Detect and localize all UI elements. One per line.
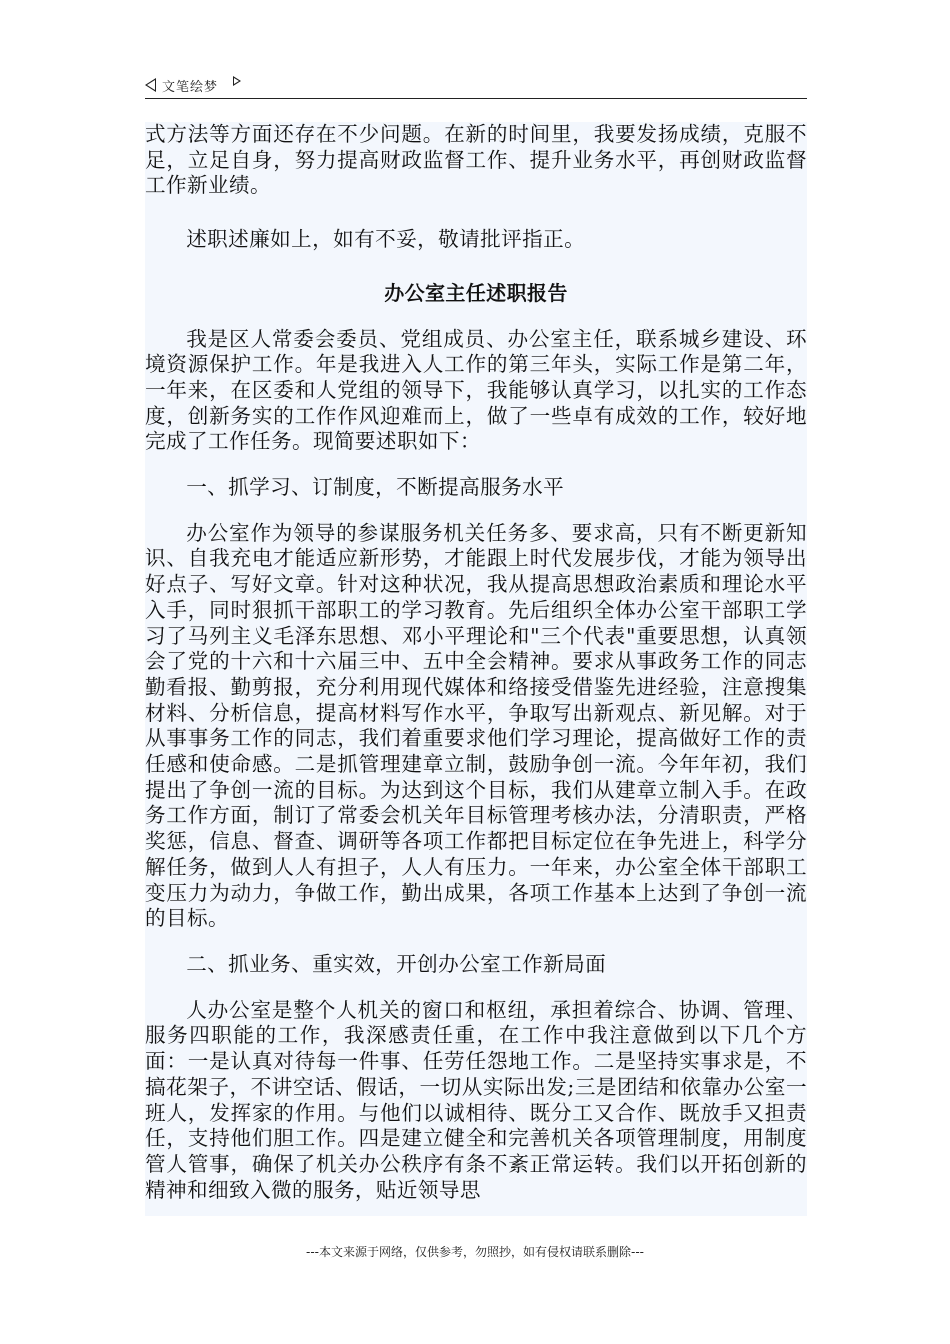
paragraph-continuation: 式方法等方面还存在不少问题。在新的时间里，我要发扬成绩，克服不足，立足自身，努力提高财政监督工作、提升业务水平，再创财政监督工作新业绩。 (145, 122, 807, 198)
brand-name: 文笔绘梦 (162, 80, 219, 95)
paragraph-intro: 我是区人常委会委员、党组成员、办公室主任，联系城乡建设、环境资源保护工作。年是我进入人工作的第三年头，实际工作是第二年，一年来，在区委和人党组的领导下，我能够认真学习，以扎实的工作态度，创新务实的工作作风迎难而上，做了一些卓有成效的工作，较好地完成了工作任务。现简要述职如下： (145, 326, 807, 454)
paragraph-section-1: 办公室作为领导的参谋服务机关任务多、要求高，只有不断更新知识、自我充电才能适应新形势，才能跟上时代发展步伐，才能为领导出好点子、写好文章。针对这种状况，我从提高思想政治素质和理论水平入手，同时狠抓干部职工的学习教育。先后组织全体办公室干部职工学习了马列主义毛泽东思想、邓小平理论和"三个代表"重要思想，认真领会了党的十六和十六届三中、五中全会精神。要求从事政务工作的同志勤看报、勤剪报，充分利用现代媒体和络接受借鉴先进经验，注意搜集材料、分析信息，提高材料写作水平，争取写出新观点、新见解。对于从事事务工作的同志，我们着重要求他们学习理论，提高做好工作的责任感和使命感。二是抓管理建章立制，鼓励争创一流。今年年初，我们提出了争创一流的目标。为达到这个目标，我们从建章立制入手。在政务工作方面，制订了常委会机关年目标管理考核办法，分清职责，严格奖惩，信息、督查、调研等各项工作都把目标定位在争先进上，科学分解任务，做到人人有担子，人人有压力。一年来，办公室全体干部职工变压力为动力，争做工作，勤出成果，各项工作基本上达到了争创一流的目标。 (145, 520, 807, 931)
page-header (145, 72, 807, 99)
paragraph-section-2: 人办公室是整个人机关的窗口和枢纽，承担着综合、协调、管理、服务四职能的工作，我深感责任重，在工作中我注意做到以下几个方面：一是认真对待每一件事、任劳任怨地工作。二是坚持实事求是，不搞花架子，不讲空话、假话，一切从实际出发;三是团结和依靠办公室一班人，发挥家的作用。与他们以诚相待、既分工又合作、既放手又担责任，支持他们胆工作。四是建立健全和完善机关各项管理制度，用制度管人管事，确保了机关办公秩序有条不紊正常运转。我们以开拓创新的精神和细致入微的服务，贴近领导思 (145, 997, 807, 1202)
paragraph-closing: 述职述廉如上，如有不妥，敬请批评指正。 (186, 227, 586, 252)
footer-disclaimer: ---本文来源于网络，仅供参考，勿照抄，如有侵权请联系删除--- (306, 1245, 644, 1259)
triangle-right-icon (233, 76, 241, 86)
document-body (145, 122, 807, 1216)
section-heading-2: 二、抓业务、重实效，开创办公室工作新局面 (186, 951, 607, 976)
report-title: 办公室主任述职报告 (384, 280, 568, 305)
triangle-left-icon (145, 78, 156, 92)
section-heading-1: 一、抓学习、订制度，不断提高服务水平 (186, 475, 565, 500)
